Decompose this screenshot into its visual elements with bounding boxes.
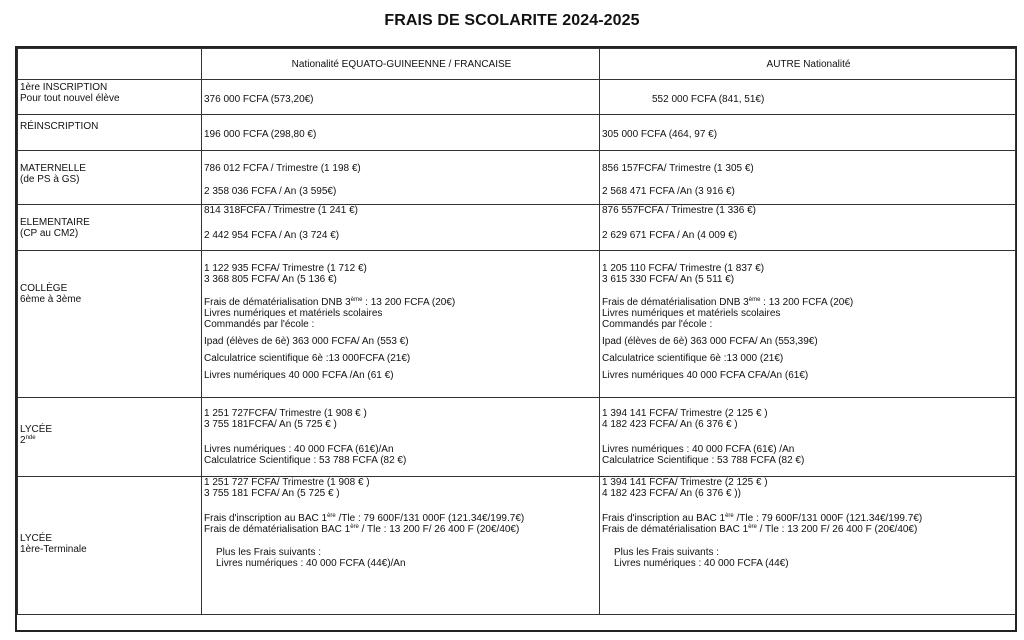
fee-line: 3 615 330 FCFA/ An (5 511 €)	[602, 274, 735, 285]
fee-line: 1 205 110 FCFA/ Trimestre (1 837 €)	[602, 263, 765, 274]
fee-line: 856 157FCFA/ Trimestre (1 305 €)	[602, 163, 754, 174]
fee-line	[602, 524, 1015, 535]
fee-cell-eg	[202, 80, 600, 115]
fee-line: 305 000 FCFA (464, 97 €)	[602, 129, 718, 140]
page-title: FRAIS DE SCOLARITE 2024-2025	[384, 12, 640, 29]
row-label	[18, 115, 202, 151]
fee-text: / Tle : 13 200 F/ 26 400 F (20€/40€)	[358, 524, 520, 535]
row-college	[18, 251, 1016, 398]
fee-line: Livres numériques et matériels scolaires	[204, 308, 383, 319]
row-label	[18, 398, 202, 477]
label-line: LYCÉE	[20, 424, 53, 435]
row-label	[18, 251, 202, 398]
fee-line: Livres numériques : 40 000 FCFA (61€)/An	[204, 444, 394, 455]
label-line: (CP au CM2)	[20, 228, 79, 239]
fee-cell-other	[600, 251, 1016, 398]
header-empty	[18, 49, 202, 80]
fee-cell-eg	[202, 477, 600, 615]
fee-line	[204, 513, 599, 524]
fee-line: 814 318FCFA / Trimestre (1 241 €)	[204, 205, 358, 216]
row-elementaire	[18, 205, 1016, 251]
fee-line: 3 368 805 FCFA/ An (5 136 €)	[204, 274, 337, 285]
fee-cell-eg	[202, 151, 600, 205]
fee-line	[204, 524, 599, 535]
label-line: LYCÉE	[20, 533, 53, 544]
label-line: 6ème à 3ème	[20, 294, 82, 305]
fee-line: 1 394 141 FCFA/ Trimestre (2 125 € )	[602, 477, 768, 488]
fee-text: Frais de dématérialisation BAC 1	[602, 524, 749, 535]
fee-line: 4 182 423 FCFA/ An (6 376 € ))	[602, 488, 741, 499]
row-label	[18, 477, 202, 615]
row-inscription	[18, 80, 1016, 115]
fee-text: Frais de dématérialisation DNB 3	[602, 297, 749, 308]
fee-line: 1 122 935 FCFA/ Trimestre (1 712 €)	[204, 263, 367, 274]
fee-line: 376 000 FCFA (573,20€)	[204, 94, 314, 105]
label-line: MATERNELLE	[20, 163, 86, 174]
fee-line	[204, 297, 599, 308]
fee-text: / Tle : 13 200 F/ 26 400 F (20€/40€)	[756, 524, 918, 535]
fee-line: Plus les Frais suivants :	[614, 547, 720, 558]
fee-line: Calculatrice scientifique 6è :13 000 (21€)	[602, 353, 784, 364]
label-line: COLLÈGE	[20, 283, 68, 294]
fee-line: 876 557FCFA / Trimestre (1 336 €)	[602, 205, 756, 216]
label-line	[20, 435, 201, 446]
fee-line: Livres numériques 40 000 FCFA CFA/An (61€)	[602, 370, 809, 381]
label-line: Pour tout nouvel élève	[20, 93, 120, 104]
fee-cell-eg	[202, 251, 600, 398]
fee-cell-other	[600, 80, 1016, 115]
fees-table	[17, 48, 1016, 615]
superscript: ère	[725, 513, 734, 519]
row-label	[18, 205, 202, 251]
label-line: (de PS à GS)	[20, 174, 80, 185]
fee-line: Calculatrice scientifique 6è :13 000FCFA (21€)	[204, 353, 411, 364]
fee-cell-other	[600, 398, 1016, 477]
fee-line: 4 182 423 FCFA/ An (6 376 € )	[602, 419, 738, 430]
fee-line: Ipad (élèves de 6è) 363 000 FCFA/ An (553,39€)	[602, 336, 818, 347]
label-line: ELEMENTAIRE	[20, 217, 90, 228]
fee-line: Livres numériques 40 000 FCFA /An (61 €)	[204, 370, 394, 381]
superscript: ère	[350, 524, 359, 530]
superscript: ère	[748, 524, 757, 530]
fee-line: 2 358 036 FCFA / An (3 595€)	[204, 186, 337, 197]
row-label	[18, 80, 202, 115]
superscript: nde	[25, 435, 36, 441]
table-header-row	[18, 49, 1016, 80]
fee-line: 3 755 181FCFA/ An (5 725 € )	[204, 419, 337, 430]
fee-line: Livres numériques : 40 000 FCFA (44€)/An	[216, 558, 406, 569]
fee-cell-eg	[202, 115, 600, 151]
fee-line: 786 012 FCFA / Trimestre (1 198 €)	[204, 163, 361, 174]
fee-line: Livres numériques et matériels scolaires	[602, 308, 781, 319]
fee-text: Frais d'inscription au BAC 1	[204, 513, 328, 524]
fee-text: Frais de dématérialisation DNB 3	[204, 297, 351, 308]
fee-cell-other	[600, 477, 1016, 615]
superscript: ème	[748, 297, 761, 303]
fee-line: Plus les Frais suivants :	[216, 547, 322, 558]
fee-line: 1 251 727 FCFA/ Trimestre (1 908 € )	[204, 477, 370, 488]
fee-cell-other	[600, 205, 1016, 251]
row-lycee-2nde	[18, 398, 1016, 477]
label-line: RÉINSCRIPTION	[20, 121, 99, 132]
fee-text: /Tle : 79 600F/131 000F (121.34€/199.7€)	[733, 513, 923, 524]
fee-cell-eg	[202, 398, 600, 477]
fee-text: /Tle : 79 600F/131 000F (121.34€/199.7€)	[335, 513, 525, 524]
fee-line: 552 000 FCFA (841, 51€)	[652, 94, 765, 105]
fee-line: Ipad (élèves de 6è) 363 000 FCFA/ An (553 €)	[204, 336, 409, 347]
fee-text: Frais d'inscription au BAC 1	[602, 513, 726, 524]
fee-line: 2 568 471 FCFA /An (3 916 €)	[602, 186, 735, 197]
fee-line: Calculatrice Scientifique : 53 788 FCFA (82 €)	[602, 455, 805, 466]
fee-line: Livres numériques : 40 000 FCFA (61€) /An	[602, 444, 795, 455]
fee-cell-other	[600, 115, 1016, 151]
row-lycee-1ere-terminale	[18, 477, 1016, 615]
label-line: 1ère INSCRIPTION	[20, 82, 108, 93]
fee-line: 3 755 181 FCFA/ An (5 725 € )	[204, 488, 340, 499]
fee-line	[602, 513, 1015, 524]
row-label	[18, 151, 202, 205]
fee-line: Commandés par l'école :	[204, 319, 315, 330]
fee-line: 2 442 954 FCFA / An (3 724 €)	[204, 230, 340, 241]
superscript: ème	[350, 297, 363, 303]
fee-text: : 13 200 FCFA (20€)	[362, 297, 456, 308]
row-maternelle	[18, 151, 1016, 205]
fee-line: Livres numériques : 40 000 FCFA (44€)	[614, 558, 789, 569]
fee-line: 1 394 141 FCFA/ Trimestre (2 125 € )	[602, 408, 768, 419]
fee-line: 196 000 FCFA (298,80 €)	[204, 129, 317, 140]
superscript: ère	[327, 513, 336, 519]
label-text: 2	[20, 435, 26, 446]
fee-line: Commandés par l'école :	[602, 319, 713, 330]
row-reinscription	[18, 115, 1016, 151]
fee-text: : 13 200 FCFA (20€)	[760, 297, 854, 308]
header-other: AUTRE Nationalité	[600, 49, 1016, 80]
fee-line: Calculatrice Scientifique : 53 788 FCFA (82 €)	[204, 455, 407, 466]
label-line: 1ère-Terminale	[20, 544, 87, 555]
fee-text: Frais de dématérialisation BAC 1	[204, 524, 351, 535]
fee-line	[602, 297, 1015, 308]
fee-cell-other	[600, 151, 1016, 205]
fee-cell-eg	[202, 205, 600, 251]
header-eg-fr: Nationalité EQUATO-GUINEENNE / FRANCAISE	[202, 49, 600, 80]
fee-line: 2 629 671 FCFA / An (4 009 €)	[602, 230, 738, 241]
fee-line: 1 251 727FCFA/ Trimestre (1 908 € )	[204, 408, 367, 419]
